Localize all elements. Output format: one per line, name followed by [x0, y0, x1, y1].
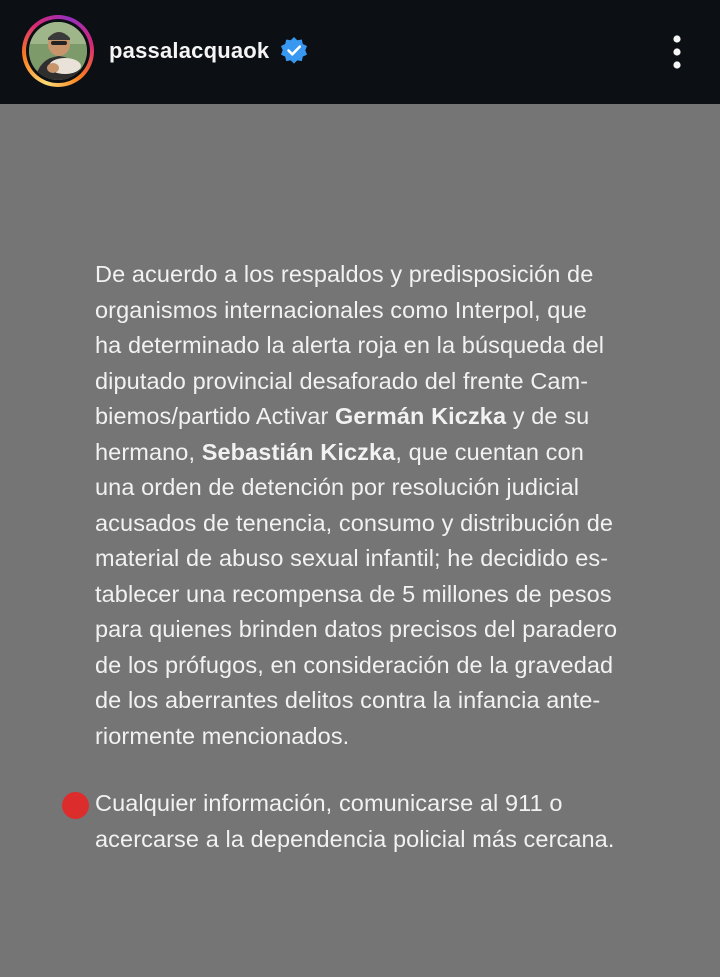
text-line: una orden de detención por resolución judicial	[95, 474, 580, 500]
text-line: tablecer una recompensa de 5 millones de pesos	[95, 580, 612, 607]
name-german-kiczka: Germán Kiczka	[335, 403, 507, 429]
text-fragment: hermano,	[95, 438, 202, 465]
post-text	[95, 257, 665, 754]
verified-badge-icon	[279, 36, 309, 66]
profile-header	[0, 0, 720, 104]
text-line	[95, 435, 665, 471]
text-line: de los aberrantes delitos contra la infancia ante-	[95, 687, 601, 713]
note-line-1: Cualquier información, comunicarse al 911 o	[95, 790, 563, 816]
text-line	[95, 399, 665, 435]
avatar[interactable]	[29, 22, 87, 80]
text-line: de los prófugos, en consideración de la gravedad	[95, 651, 614, 678]
text-line: ha determinado la alerta roja en la búsqueda del	[95, 332, 605, 358]
note-line-2: acercarse a la dependencia policial más cercana.	[95, 825, 615, 852]
text-line: acusados de tenencia, consumo y distribución de	[95, 509, 614, 536]
text-fragment: y de su	[506, 403, 590, 429]
text-line: organismos internacionales como Interpol, que	[95, 296, 587, 323]
text-line: riormente mencionados.	[95, 722, 350, 749]
more-vertical-icon[interactable]	[660, 30, 694, 74]
username[interactable]: passalacquaok	[109, 38, 270, 63]
text-line: material de abuso sexual infantil; he decidido es-	[95, 545, 609, 571]
text-fragment: , que cuentan con	[395, 438, 584, 465]
text-line: De acuerdo a los respaldos y predisposición de	[95, 261, 594, 287]
text-fragment: biemos/partido Activar	[95, 403, 336, 429]
story-ring[interactable]	[22, 15, 94, 87]
text-line: diputado provincial desaforado del frente Cam-	[95, 367, 589, 394]
red-circle-icon	[62, 792, 89, 819]
contact-note	[95, 786, 695, 857]
name-sebastian-kiczka: Sebastián Kiczka	[201, 438, 396, 465]
text-line: para quienes brinden datos precisos del paradero	[95, 616, 618, 642]
